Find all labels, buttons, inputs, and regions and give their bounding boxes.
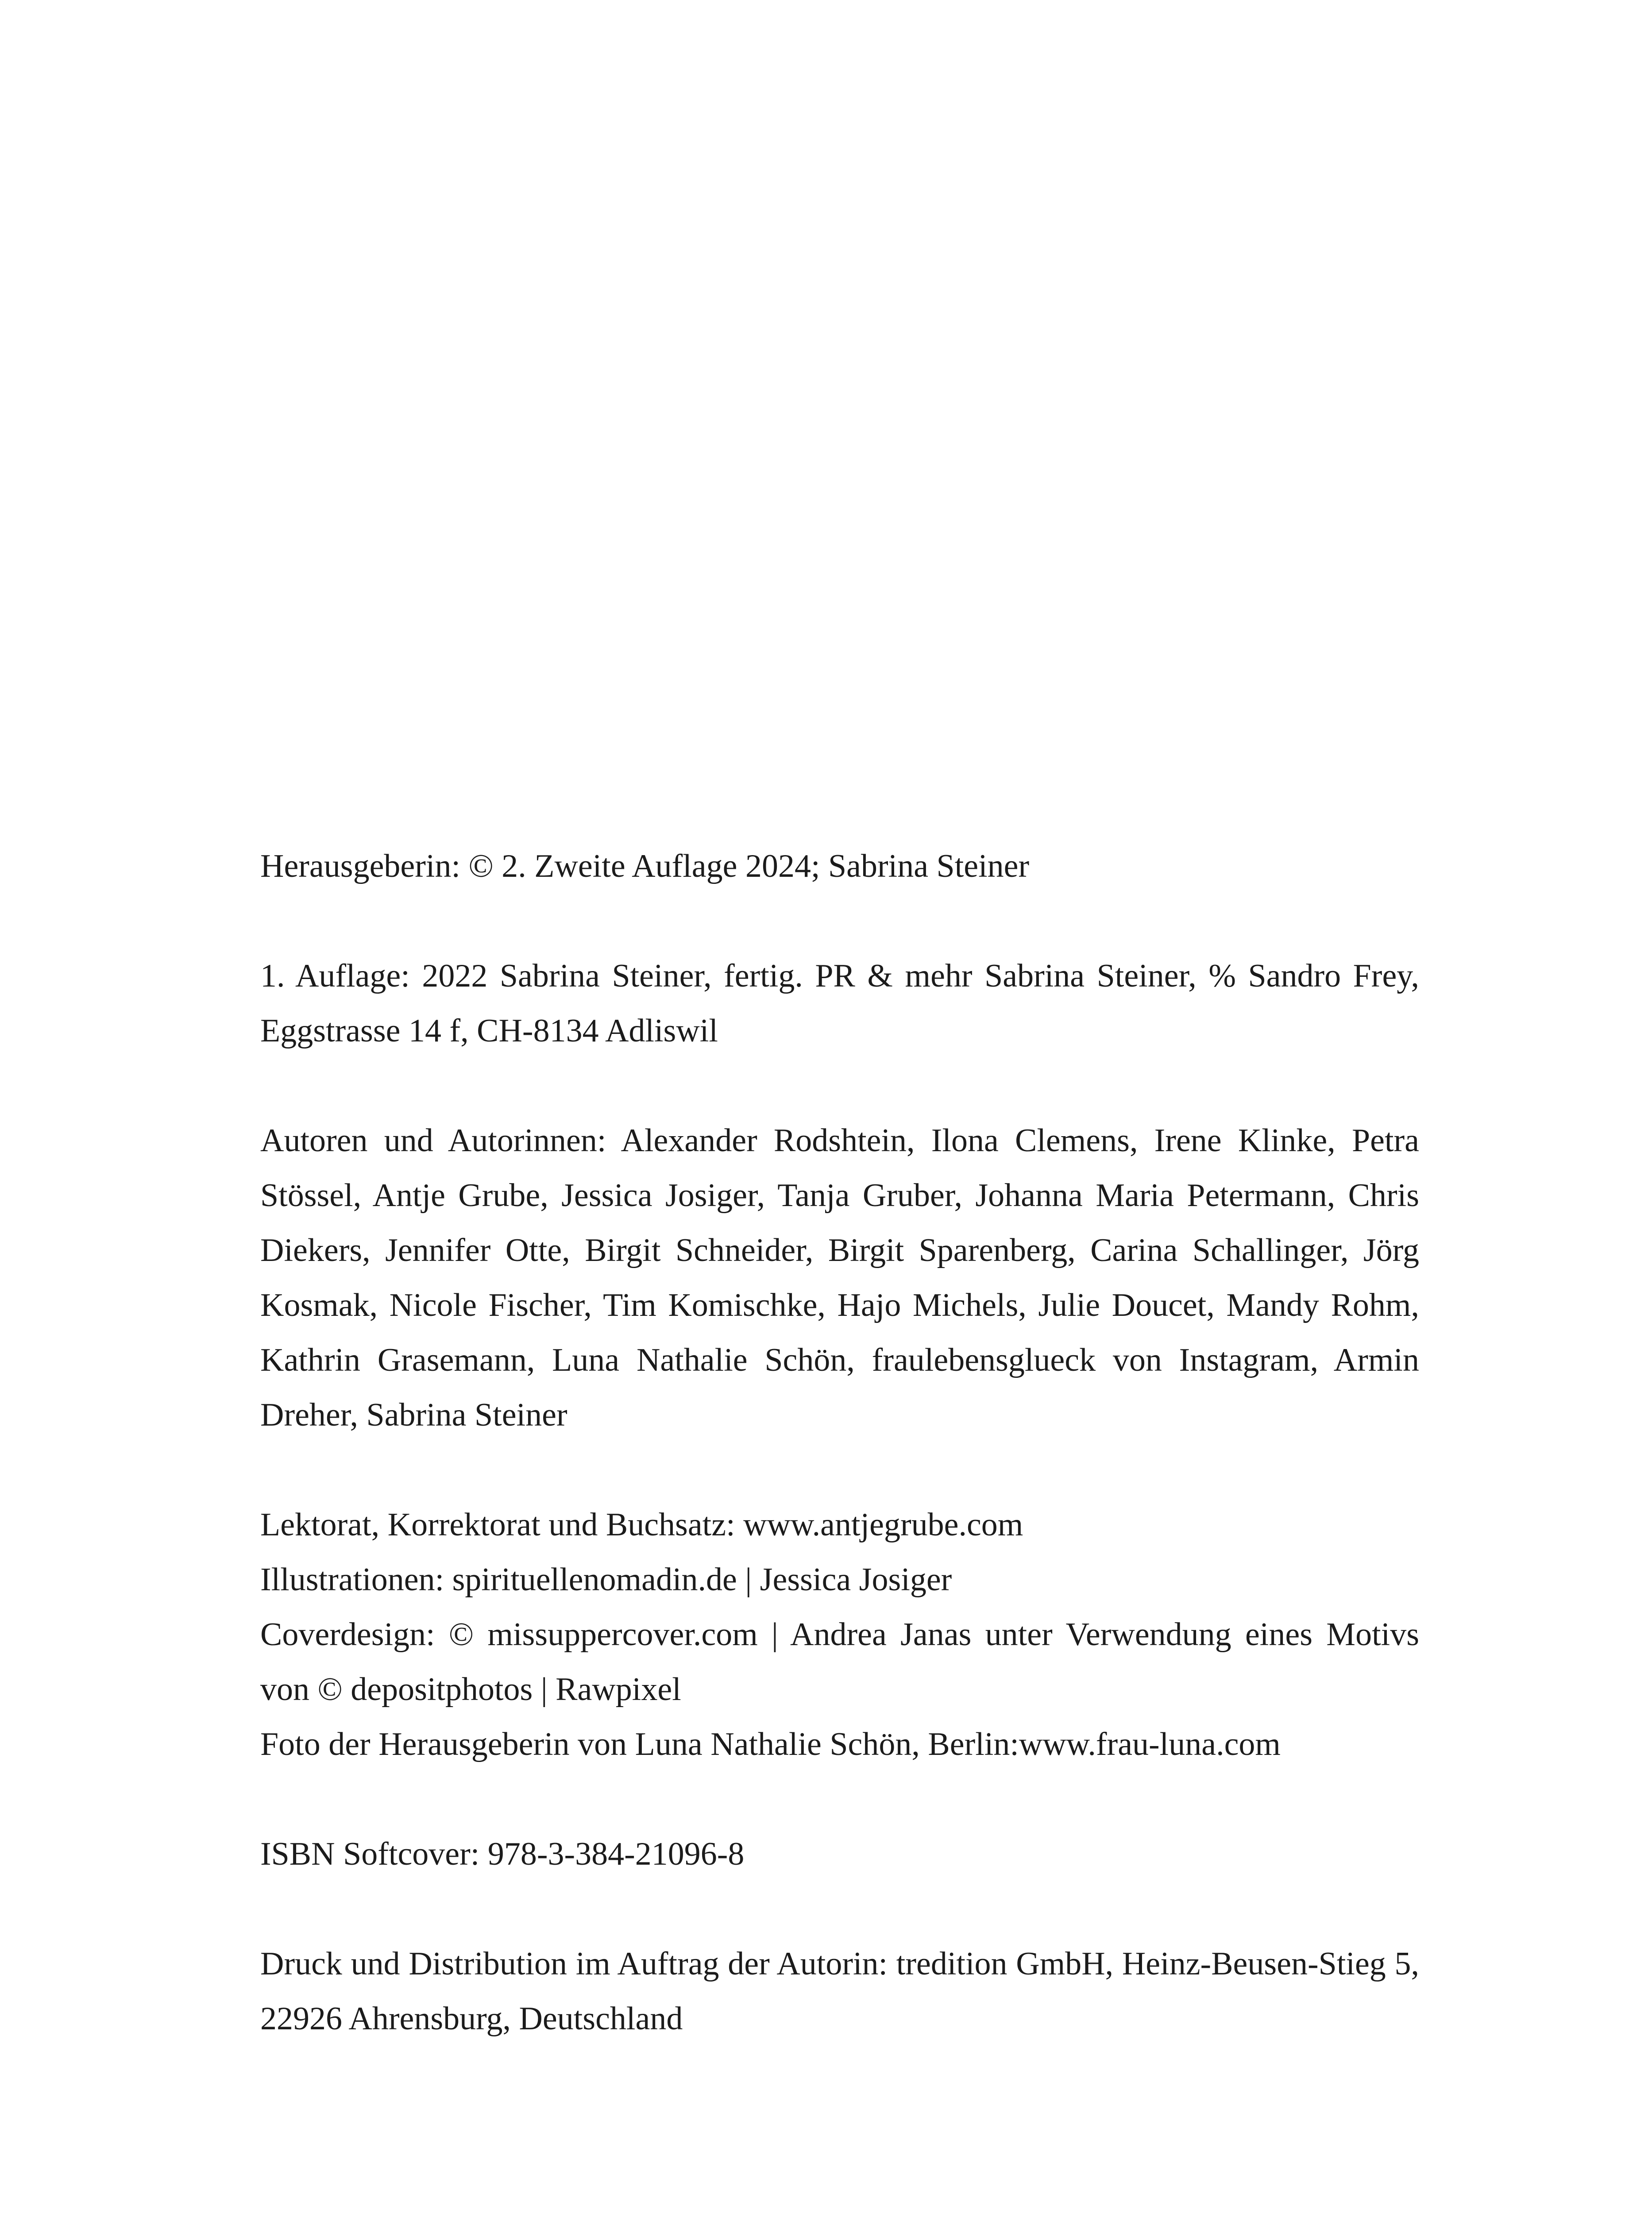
first-edition-block — [260, 948, 1419, 1058]
printing-block — [260, 1936, 1419, 2046]
photo-credit: Foto der Herausgeberin von Luna Nathalie Schön, Berlin:www.frau-luna.com — [260, 1726, 1281, 1762]
printing-text: Druck und Distribution im Auftrag der Autorin: tredition GmbH, Heinz-Beusen-Stieg 5, 22926 Ahrensburg, Deutschland — [260, 1946, 1419, 2037]
editing-credit: Lektorat, Korrektorat und Buchsatz: www.antjegrube.com — [260, 1507, 1023, 1543]
illustrations-credit: Illustrationen: spirituellenomadin.de | Jessica Josiger — [260, 1561, 952, 1598]
colophon — [260, 839, 1419, 2101]
isbn-block — [260, 1827, 1419, 1881]
cover-credit: Coverdesign: © missuppercover.com | Andrea Janas unter Verwendung eines Motivs von © depositphotos | Rawpixel — [260, 1616, 1419, 1708]
authors-block — [260, 1113, 1419, 1442]
publisher-block — [260, 839, 1419, 894]
first-edition-text: 1. Auflage: 2022 Sabrina Steiner, fertig. PR & mehr Sabrina Steiner, % Sandro Frey, Eggstrasse 14 f, CH-8134 Adliswil — [260, 958, 1419, 1049]
authors-text: Autoren und Autorinnen: Alexander Rodshtein, Ilona Clemens, Irene Klinke, Petra Stössel, Antje Grube, Jessica Josiger, Tanja Gruber, Johanna Maria Petermann, Chris Diekers, Jennifer Otte, Birgit Schneider, Birgit Sparenberg, Carina Schallinger, Jörg Kosmak, Nicole Fischer, Tim Komischke, Hajo Michels, Julie Doucet, Mandy Rohm, Kathrin Grasemann, Luna Nathalie Schön, fraulebensglueck von Instagram, Armin Dreher, Sabrina Steiner — [260, 1122, 1419, 1433]
isbn-text: ISBN Softcover: 978-3-384-21096-8 — [260, 1836, 745, 1872]
credits-block — [260, 1497, 1419, 1772]
publisher-line: Herausgeberin: © 2. Zweite Auflage 2024; Sabrina Steiner — [260, 848, 1030, 884]
